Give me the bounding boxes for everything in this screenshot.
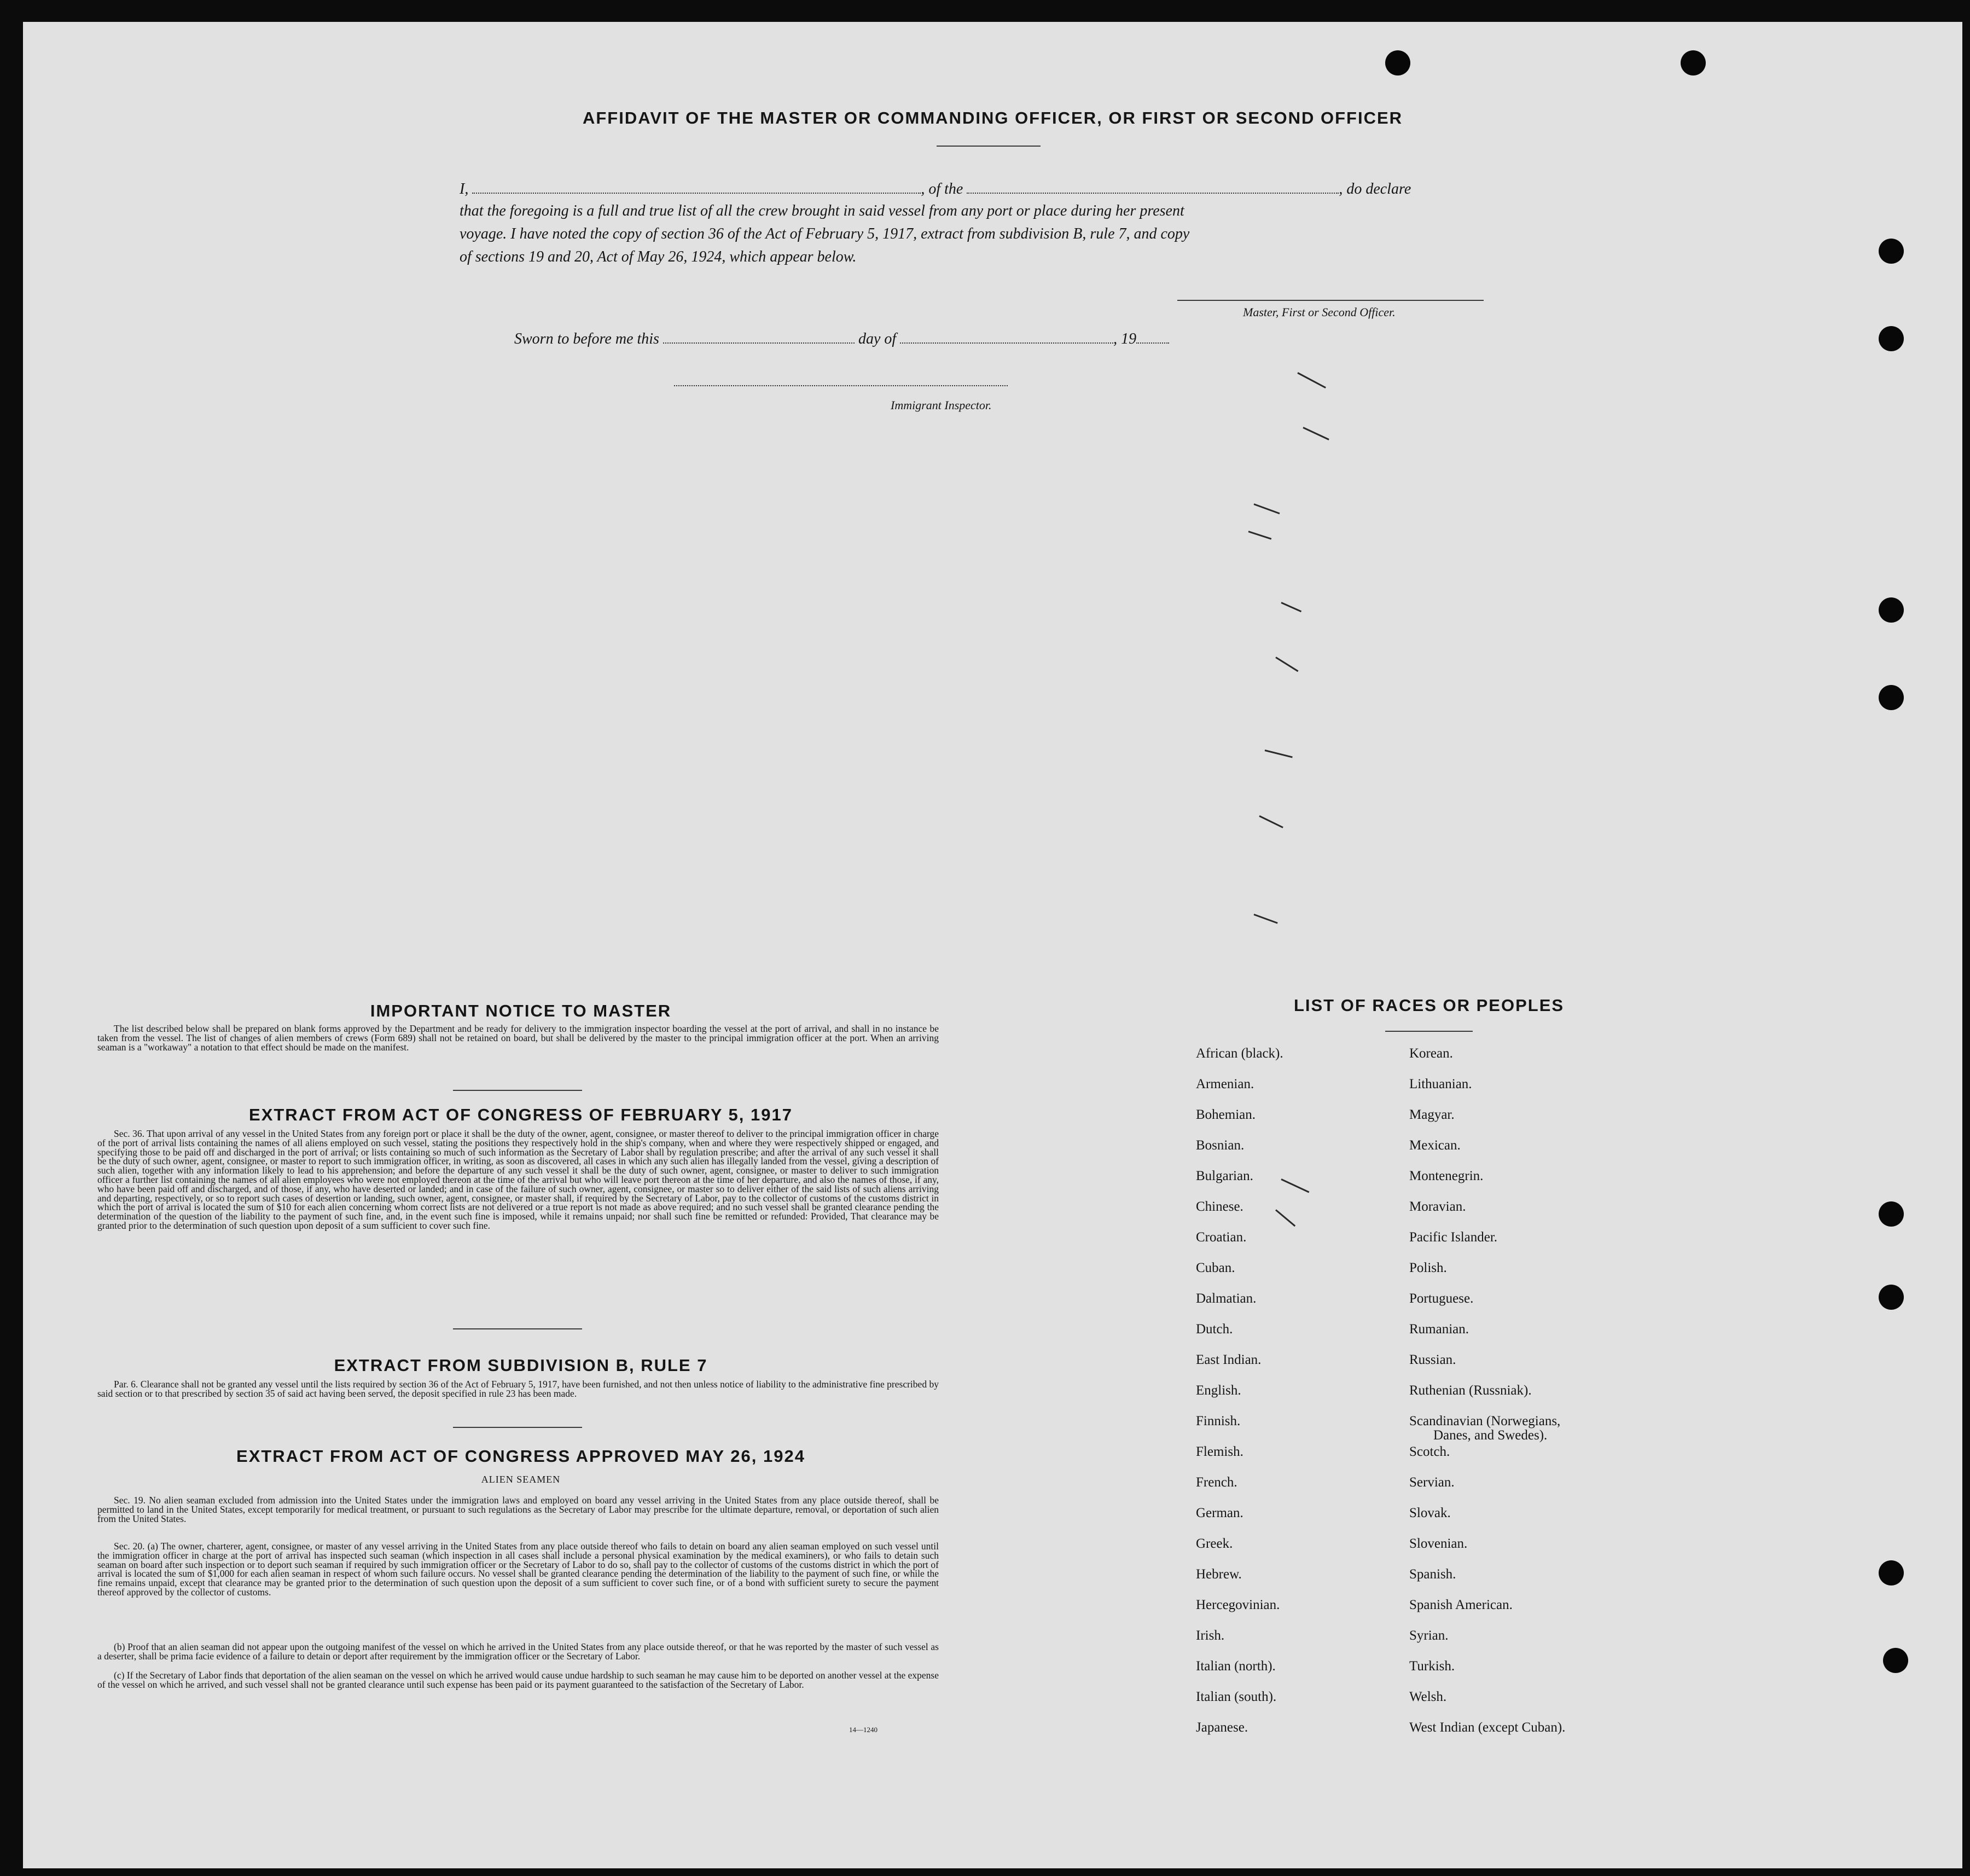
- affidavit-i-label: I,: [460, 181, 469, 198]
- divider: [453, 1328, 582, 1329]
- race-item: Slovenian.: [1409, 1536, 1468, 1551]
- divider: [1385, 1031, 1473, 1032]
- inspector-line[interactable]: [674, 385, 1008, 386]
- affidavit-do-declare: , do declare: [1339, 181, 1411, 198]
- race-item: East Indian.: [1196, 1352, 1262, 1367]
- stray-mark: [1248, 531, 1272, 539]
- extract-1924-subtitle: ALIEN SEAMEN: [481, 1474, 561, 1485]
- affidavit-title: AFFIDAVIT OF THE MASTER OR COMMANDING OFFICER, OR FIRST OR SECOND OFFICER: [582, 108, 1403, 127]
- stray-mark: [1303, 427, 1329, 440]
- race-item: Hercegovinian.: [1196, 1598, 1280, 1612]
- year-blank[interactable]: [1136, 329, 1169, 344]
- race-item: African (black).: [1196, 1046, 1283, 1061]
- punch-hole: [1879, 326, 1904, 351]
- race-item: Flemish.: [1196, 1444, 1243, 1459]
- race-item: Pacific Islander.: [1409, 1230, 1498, 1245]
- stray-mark: [1253, 914, 1277, 924]
- races-title: LIST OF RACES OR PEOPLES: [1293, 996, 1565, 1015]
- stray-mark: [1275, 1209, 1295, 1227]
- race-item: Finnish.: [1196, 1414, 1241, 1428]
- vessel-blank[interactable]: [967, 179, 1339, 194]
- race-item: Korean.: [1409, 1046, 1453, 1061]
- day-of-label: day of: [858, 330, 897, 347]
- divider: [453, 1427, 582, 1428]
- race-item: Dalmatian.: [1196, 1291, 1257, 1306]
- punch-hole: [1879, 685, 1904, 710]
- race-item: Irish.: [1196, 1628, 1225, 1643]
- stray-mark: [1281, 602, 1301, 612]
- notice-text: The list described below shall be prepared on blank forms approved by the Department and be ready for delivery to the immigration inspector boarding the vessel at the port of arrival, and shall in no instance be taken from the vessel. The list of changes of alien members of crews (Form 689) shall not be retained on board, but shall be delivered by the master to the principal immigration officer at the port. When an arriving seaman is a "workaway" a notation to that effect should be made on the manifest.: [97, 1023, 939, 1053]
- race-item: West Indian (except Cuban).: [1409, 1720, 1566, 1735]
- race-item: German.: [1196, 1506, 1243, 1520]
- race-item: Lithuanian.: [1409, 1077, 1472, 1091]
- divider: [937, 146, 1041, 147]
- affidavit-of-the: , of the: [921, 181, 963, 198]
- race-item: Portuguese.: [1409, 1291, 1474, 1306]
- race-item: Rumanian.: [1409, 1322, 1469, 1337]
- extract-1917-title: EXTRACT FROM ACT OF CONGRESS OF FEBRUARY 5, 1917: [249, 1105, 793, 1124]
- race-item: Scotch.: [1409, 1444, 1450, 1459]
- sworn-label: Sworn to before me this: [514, 330, 659, 347]
- race-item: Bosnian.: [1196, 1138, 1245, 1153]
- notice-title: IMPORTANT NOTICE TO MASTER: [370, 1001, 672, 1020]
- stray-mark: [1297, 372, 1326, 388]
- year-prefix: , 19: [1113, 330, 1137, 347]
- name-blank[interactable]: [472, 179, 921, 194]
- race-item: Magyar.: [1409, 1107, 1455, 1122]
- punch-hole: [1385, 50, 1410, 75]
- race-item: Welsh.: [1409, 1689, 1447, 1704]
- race-item: Mexican.: [1409, 1138, 1461, 1153]
- race-item: Scandinavian (Norwegians,: [1409, 1414, 1561, 1428]
- affidavit-line-4: of sections 19 and 20, Act of May 26, 1924, which appear below.: [460, 248, 857, 265]
- race-item: Russian.: [1409, 1352, 1456, 1367]
- sec-20c-text: (c) If the Secretary of Labor finds that deportation of the alien seaman on the vessel on which he arrived would cause undue hardship to such seaman he may cause him to be deported on another vessel at the expense of the vessel on which he arrived, and such vessel shall not be granted clearance until such expense has been paid or its payment guaranteed to the satisfaction of the Secretary of Labor.: [97, 1670, 939, 1690]
- race-item: Cuban.: [1196, 1261, 1235, 1275]
- punch-hole: [1879, 1560, 1904, 1585]
- signature-line[interactable]: [1177, 300, 1484, 301]
- day-blank[interactable]: [663, 329, 855, 344]
- race-item: Syrian.: [1409, 1628, 1449, 1643]
- affidavit-line-2: that the foregoing is a full and true list of all the crew brought in said vessel from any port or place during her present: [460, 202, 1184, 219]
- extract-1917-text: Sec. 36. That upon arrival of any vessel in the United States from any foreign port or place it shall be the duty of the owner, agent, consignee, or master thereof to deliver to the principal immigration officer in charge of the port of arrival lists containing the names of all aliens employed on such vessel, stating the positions they respectively hold in the ship's company, when and where they were respectively shipped or engaged, and specifying those to be paid off and discharged in the port of arrival; or lists containing so much of such information as the Secretary of Labor shall by regulation prescribe; and after the arrival of any such vessel it shall be the duty of such owner, agent, consignee, or master to report to such immigration officer, in writing, as soon as discovered, all cases in which any such alien has illegally landed from the vessel, giving a description of such alien, together with any information likely to lead to his apprehension; and before the departure of any such vessel it shall be the duty of such owner, agent, consignee, or master to deliver to such immigration officer a further list containing the names of all alien employees who were not employed thereon at the time of the arrival but who will leave port thereon at the time of her departure, and also the names of those, if any, who have been paid off and discharged, and of those, if any, who have deserted or landed; and in case of the failure of such owner, agent, consignee, or master so to deliver either of the said lists of such aliens arriving and departing, respectively, or so to report such cases of desertion or landing, such owner, agent, consignee, or master shall, if required by the Secretary of Labor, pay to the collector of customs of the customs district in which the port of arrival is located the sum of $10 for each alien concerning whom correct lists are not delivered or a true report is not made as above required; and no such vessel shall be granted clearance pending the determination of the question of the liability to the payment of such fine, and, in the event such fine is imposed, while it remains unpaid; nor shall such fine be remitted or refunded: Provided, That clearance may be granted prior to the determination of such question upon deposit of a sum sufficient to cover such fine.: [97, 1128, 939, 1231]
- race-item: Ruthenian (Russniak).: [1409, 1383, 1532, 1398]
- punch-hole: [1879, 239, 1904, 264]
- race-item: Spanish.: [1409, 1567, 1456, 1582]
- month-blank[interactable]: [900, 329, 1113, 344]
- signature-caption: Master, First or Second Officer.: [1243, 305, 1396, 319]
- race-item: French.: [1196, 1475, 1237, 1490]
- rule7-text: Par. 6. Clearance shall not be granted any vessel until the lists required by section 36 of the Act of February 5, 1917, have been furnished, and not then unless notice of liability to the administrative fine prescribed by said section or to that prescribed by section 35 of said act having been served, the deposit specified in rule 23 has been made.: [97, 1379, 939, 1399]
- sec-19-text: Sec. 19. No alien seaman excluded from admission into the United States under the immigration laws and employed on board any vessel arriving in the United States from any place outside thereof, shall be permitted to land in the United States, except temporarily for medical treatment, or pursuant to such regulations as the Secretary of Labor may prescribe for the ultimate departure, removal, or deportation of such alien from the United States.: [97, 1495, 939, 1524]
- race-item: Moravian.: [1409, 1199, 1466, 1214]
- stray-mark: [1275, 657, 1298, 672]
- race-item: Italian (south).: [1196, 1689, 1277, 1704]
- race-item: Dutch.: [1196, 1322, 1233, 1337]
- race-item: Spanish American.: [1409, 1598, 1513, 1612]
- race-item: Slovak.: [1409, 1506, 1451, 1520]
- extract-1924-title: EXTRACT FROM ACT OF CONGRESS APPROVED MAY 26, 1924: [236, 1447, 805, 1466]
- race-item: Japanese.: [1196, 1720, 1248, 1735]
- affidavit-line-1: [460, 179, 1411, 198]
- race-item: Hebrew.: [1196, 1567, 1242, 1582]
- punch-hole: [1883, 1648, 1908, 1673]
- stray-mark: [1259, 815, 1283, 828]
- race-item: Armenian.: [1196, 1077, 1254, 1091]
- document-page: [23, 22, 1962, 1868]
- stray-mark: [1253, 503, 1280, 514]
- race-item: Turkish.: [1409, 1659, 1455, 1674]
- stray-mark: [1281, 1178, 1309, 1193]
- race-item: Chinese.: [1196, 1199, 1243, 1214]
- race-item: Italian (north).: [1196, 1659, 1276, 1674]
- race-item: Bohemian.: [1196, 1107, 1256, 1122]
- race-item: Croatian.: [1196, 1230, 1247, 1245]
- race-item: Servian.: [1409, 1475, 1455, 1490]
- form-number: 14—1240: [849, 1726, 878, 1734]
- race-item: Polish.: [1409, 1261, 1447, 1275]
- punch-hole: [1879, 597, 1904, 623]
- race-item: Montenegrin.: [1409, 1169, 1484, 1183]
- inspector-caption: Immigrant Inspector.: [891, 398, 992, 412]
- race-item: Bulgarian.: [1196, 1169, 1253, 1183]
- rule7-title: EXTRACT FROM SUBDIVISION B, RULE 7: [334, 1356, 708, 1375]
- sec-20b-text: (b) Proof that an alien seaman did not appear upon the outgoing manifest of the vessel on which he arrived in the United States from any place outside thereof, or that he was reported by the master of such vessel as a deserter, shall be prima facie evidence of a failure to detain or deport after requirement by the immigration officer or the Secretary of Labor.: [97, 1641, 939, 1662]
- race-item: Greek.: [1196, 1536, 1233, 1551]
- affidavit-line-3: voyage. I have noted the copy of section 36 of the Act of February 5, 1917, extract from subdivision B, rule 7, and copy: [460, 225, 1190, 242]
- punch-hole: [1879, 1201, 1904, 1227]
- punch-hole: [1879, 1285, 1904, 1310]
- stray-mark: [1265, 750, 1293, 758]
- race-item: English.: [1196, 1383, 1241, 1398]
- punch-hole: [1681, 50, 1706, 75]
- divider: [453, 1090, 582, 1091]
- sec-20a-text: Sec. 20. (a) The owner, charterer, agent, consignee, or master of any vessel arriving in the United States from any place outside thereof who fails to detain on board any alien seaman employed on such vessel until the immigration officer in charge at the port of arrival has inspected such seaman (which inspection in all cases shall include a personal physical examination by the medical examiners), or who fails to detain such seaman on board after such inspection or to deport such seaman if required by such immigration officer or the Secretary of Labor to do so, shall pay to the collector of customs of the customs district in which the port of arrival is located the sum of $1,000 for each alien seaman in respect of whom such failure occurs. No vessel shall be granted clearance pending the determination of the liability to the payment of such fine, or while the fine remains unpaid, except that clearance may be granted prior to the determination of such question upon the deposit of a sum sufficient to cover such fine, or of a bond with sufficient surety to secure the payment thereof approved by the collector of customs.: [97, 1541, 939, 1598]
- sworn-line: [514, 329, 1169, 348]
- race-item-continuation: Danes, and Swedes).: [1433, 1428, 1548, 1443]
